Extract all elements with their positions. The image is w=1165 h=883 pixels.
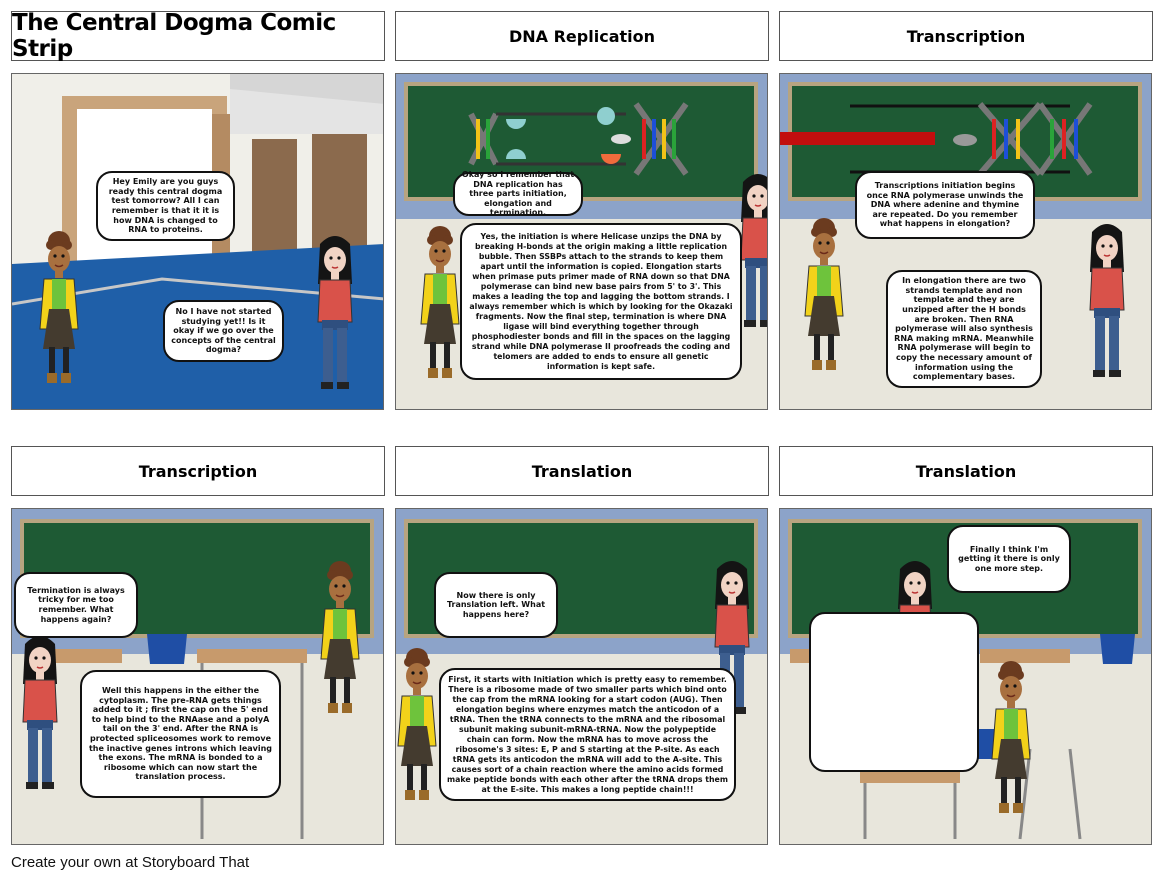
footer-credit[interactable]: Create your own at Storyboard That <box>11 854 250 871</box>
speech-bubble-p6-a: Finally I think I'm getting it there is only one more step. <box>947 525 1071 593</box>
speech-bubble-p1-a: Hey Emily are you guys ready this central dogma test tomorrow? All I can remember is that it it is how DNA is changed to RNA to proteins. <box>96 171 235 241</box>
speech-bubble-p2-a: Okay so I remember that DNA replication has three parts initiation, elongation and termination. <box>453 172 583 216</box>
panel-title-transcription-1: Transcription <box>779 11 1153 61</box>
speech-bubble-p5-a: Now there is only Translation left. What happens here? <box>434 572 558 638</box>
panel-title-transcription-2: Transcription <box>11 446 385 496</box>
speech-bubble-p5-b: First, it starts with Initiation which is pretty easy to remember. There is a ribosome made of two smaller parts which bind onto the cap from the mRNA looking for a start codon (AUG). Then elongation begins where enzymes match the anticodon of a tRNA. Then the tRNA connects to the mRNA and the ribosomal subunit making subunit-mRNA-tRNA. Now the polypeptide chain can form. Now the mRNA has to move across the ribosome's 3 sites: E, P and S starting at the P-site. As each tRNA gets its anticodon the mRNA will add to the A-site. This causes sort of a chain reaction where the amino acids formed make peptide bonds with each other after the tRNA drops them at the E-site. This makes a long peptide chain!!! <box>439 668 736 801</box>
speech-bubble-p3-a: Transcriptions initiation begins once RNA polymerase unwinds the DNA where adenine and thymine are repeated. Do you remember what happens in elongation? <box>855 171 1035 239</box>
speech-bubble-p2-b: Yes, the initiation is where Helicase unzips the DNA by breaking H-bonds at the origin making a little replication bubble. Then SSBPs attach to the strands to keep them apart until the information is copied. Elongation starts when primase puts primer made of RNA down so that DNA polymerase can bind new base pairs from 5' to 3'. This makes a leading the top and lagging the bottom strands. I always remember which is which by looking for the Okazaki fragments. Now the final step, termination is where DNA ligase will bind everything together through phosphodiester bonds and fill in the spaces on the lagging strand while DNA polymerase II proofreads the coding and telomers are added to ends to ensure all genetic information is kept safe. <box>460 223 742 380</box>
speech-bubble-p4-a: Termination is always tricky for me too remember. What happens again? <box>14 572 138 638</box>
speech-bubble-p3-b: In elongation there are two strands template and non template and they are unzipped after the H bonds are broken. Then RNA polymerase will also synthesis RNA making mRNA. Meanwhile RNA polymerase will begin to copy the necessary amount of information using the complementary bases. <box>886 270 1042 388</box>
panel-title-translation-2: Translation <box>779 446 1153 496</box>
comic-title: The Central Dogma Comic Strip <box>11 11 385 61</box>
speech-bubble-p4-b: Well this happens in the either the cytoplasm. The pre-RNA gets things added to it ; first the cap on the 5' end to help bind to the RNAase and a polyA tail on the 3' end. After the RNA is protected spliceosomes work to remove the inactive genes introns which leaving the exons. The mRNA is bonded to a ribosome which can now start the translation process. <box>80 670 281 798</box>
speech-bubble-p6-b <box>809 612 979 772</box>
speech-bubble-p1-b: No I have not started studying yet!! Is it okay if we go over the concepts of the central dogma? <box>163 300 284 362</box>
panel-title-dna-replication: DNA Replication <box>395 11 769 61</box>
panel-title-translation-1: Translation <box>395 446 769 496</box>
